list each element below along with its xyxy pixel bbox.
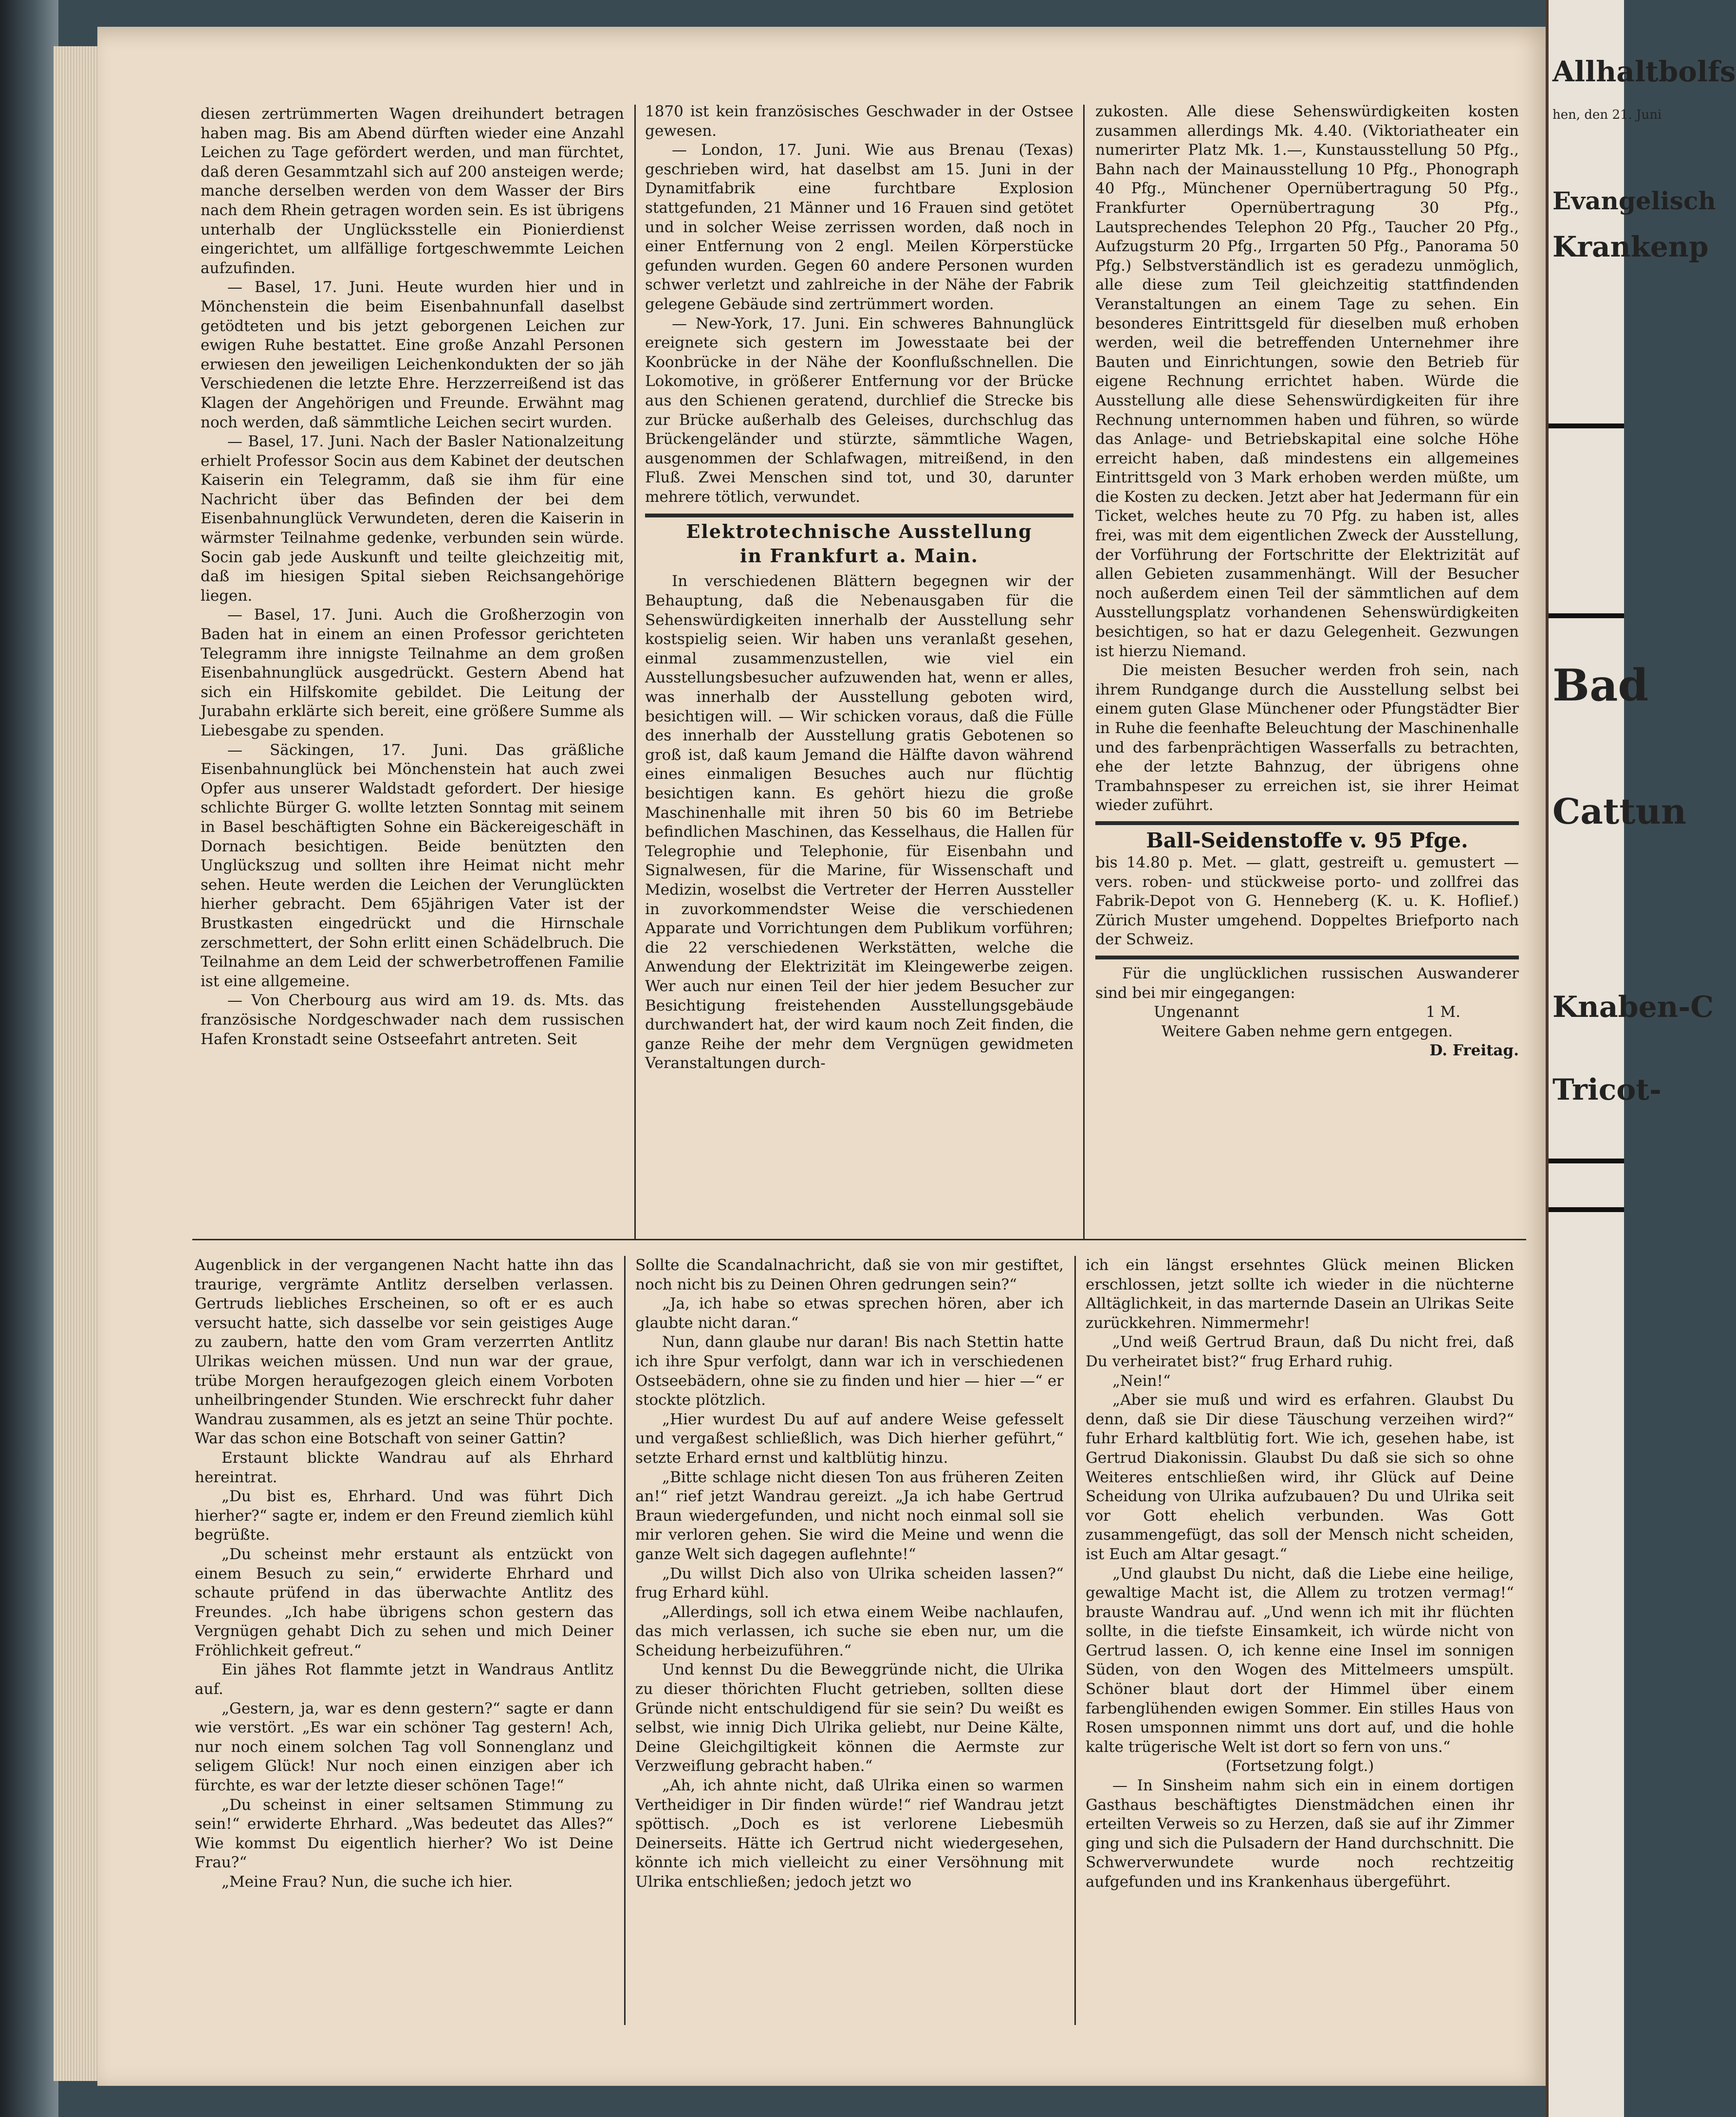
ad-rule-bottom [1095, 956, 1519, 959]
article-paragraph: In verschiedenen Blättern begegnen wir der Behauptung, daß die Nebenausgaben für die Sehenswürdigkeiten innerhalb der Ausstellung sehr kostspielig seien. Wir haben uns veranlaßt gesehen, einmal zusammenzustellen, wie viel ein Ausstellungsbesucher aufzuwenden hat, wenn er alles, was innerhalb der Ausstellung geboten wird, besichtigen will. — Wir schicken voraus, daß die Fülle des innerhalb der Ausstellung gratis Gebotenen so groß ist, daß kaum Jemand die Hälfte davon während eines einmaligen Besuches auch nur flüchtig besichtigen kann. Es gehört hiezu die große Maschinenhalle mit ihren 50 bis 60 im Betriebe befindlichen Maschinen, das Kesselhaus, die Hallen für Telegrophie und Telephonie, für Eisenbahn und Signalwesen, für die Marine, für Wissenschaft und Medizin, woselbst die Vertreter der Herren Aussteller in zuvorkommendster Weise die verschiedenen Apparate und Vorrichtungen dem Publikum vorführen; die 22 verschiedenen Werkstätten, welche die Anwendung der Elektrizität im Kleingewerbe zeigen. Wer auch nur einen Teil der hier jedem Besucher zur Besichtigung freistehenden Ausstellungsgebäude durchwandert hat, der wird kaum noch Zeit finden, die ganze Reihe der mehr dem Vergnügen gewidmeten Veranstaltungen durch- [645, 572, 1073, 1072]
top-column-1 [201, 105, 624, 1205]
ad-rule-top [1095, 821, 1519, 825]
strip-rule [1549, 613, 1624, 618]
novel-paragraph: „Hier wurdest Du auf auf andere Weise gefesselt und vergaßest schließlich, was Dich hierher geführt,“ setzte Erhard ernst und kaltblütig hinzu. [635, 1410, 1064, 1467]
novel-paragraph: Nun, dann glaube nur daran! Bis nach Stettin hatte ich ihre Spur verfolgt, dann war ich in verschiedenen Ostseebädern, ohne sie zu finden und hier — hier —“ er stockte plötzlich. [635, 1333, 1064, 1409]
strip-fragment: Knaben-C [1552, 990, 1714, 1024]
article-paragraph: zukosten. Alle diese Sehenswürdigkeiten kosten zusammen allerdings Mk. 4.40. (Viktoriatheater ein numerirter Platz Mk. 1.—, Kunstausstellung 50 Pfg., Bahn nach der Mainausstellung 10 Pfg., Phonograph 40 Pfg., Münchener Opernübertragung 50 Pfg., Frankfurter Opernübertragung 30 Pfg., Lautsprechendes Telephon 20 Pfg., Taucher 20 Pfg., Aufzugsturm 20 Pfg., Irrgarten 50 Pfg., Panorama 50 Pfg.) Selbstverständlich ist es geradezu unmöglich, alle diese zum Teil gleichzeitig stattfindenden Veranstaltungen an einem Tage zu sehen. Ein besonderes Eintrittsgeld für dieselben muß erhoben werden, weil die betreffenden Unternehmer ihre Bauten und Einrichtungen, sowie den Betrieb für eigene Rechnung errichtet haben. Würde die Ausstellung alle diese Sehenswürdigkeiten für ihre Rechnung unternommen haben und führen, so würde das Anlage- und Betriebskapital eine solche Höhe erreicht haben, daß mindestens ein allgemeines Eintrittsgeld von 3 Mark erhoben werden müßte, um die Kosten zu decken. Jetzt aber hat Jedermann für ein Ticket, welches heute zu 70 Pfg. zu haben ist, alles frei, was mit dem eigentlichen Zweck der Ausstellung, der Vorführung der Fortschritte der Elektrizität auf allen Gebieten zusammenhängt. Will der Besucher noch außerdem einen Teil der sämmtlichen auf dem Ausstellungsplatz vorhandenen Sehenswürdigkeiten besichtigen, so hat er dazu Gelegenheit. Gezwungen ist hierzu Niemand. [1095, 103, 1519, 660]
novel-paragraph: Sollte die Scandalnachricht, daß sie von mir gestiftet, noch nicht bis zu Deinen Ohren gedrungen sein?“ [635, 1256, 1064, 1293]
ad-heading: Ball-Seidenstoffe v. 95 Pfge. [1146, 828, 1468, 852]
novel-paragraph: „Bitte schlage nicht diesen Ton aus früheren Zeiten an!“ rief jetzt Wandrau gereizt. „Ja ich habe Gertrud Braun wiedergefunden, und nicht noch einmal soll sie mir verloren gehen. Sie wird die Meine und wenn die ganze Welt sich dagegen auflehnte!“ [635, 1468, 1064, 1563]
novel-paragraph: „Nein!“ [1112, 1372, 1171, 1390]
article-paragraph: — London, 17. Juni. Wie aus Brenau (Texas) geschrieben wird, hat daselbst am 15. Juni in der Dynamitfabrik eine furchtbare Explosion stattgefunden, 21 Männer und 16 Frauen sind getötet und in solcher Weise zerrissen worden, daß noch in einer Entfernung von 2 engl. Meilen Körperstücke gefunden wurden. Gegen 60 andere Personen wurden schwer verletzt und zahlreiche in der Nähe der Fabrik gelegene Gebäude sind zertrümmert worden. [645, 141, 1073, 313]
donation-donor: Ungenannt [1154, 1003, 1239, 1021]
novel-paragraph: Und kennst Du die Beweggründe nicht, die Ulrika zu dieser thörichten Flucht getrieben, sollten diese Gründe nicht entschuldigend für sie sein? Du weißt es selbst, wie innig Dich Ulrika geliebt, nur Deine Kälte, Deine Gleichgiltigkeit können die Aermste zur Verzweiflung gebracht haben.“ [635, 1661, 1064, 1775]
article-paragraph: — Von Cherbourg aus wird am 19. ds. Mts. das französische Nordgeschwader nach dem russischen Hafen Kronstadt seine Ostseefahrt antreten. Seit [201, 992, 624, 1048]
novel-paragraph: „Und weiß Gertrud Braun, daß Du nicht frei, daß Du verheiratet bist?“ frug Erhard ruhig. [1086, 1333, 1514, 1370]
bottom-column-2 [635, 1256, 1064, 2015]
strip-fragment: Tricot- [1552, 1073, 1662, 1107]
novel-paragraph: „Ah, ich ahnte nicht, daß Ulrika einen so warmen Vertheidiger in Dir finden würde!“ rief Wandrau jetzt spöttisch. „Doch es ist verlorene Liebesmüh Deinerseits. Hätte ich Gertrud nicht wiedergesehen, könnte ich mich vielleicht zu einer Versöhnung mit Ulrika entschließen; jedoch jetzt wo [635, 1777, 1064, 1891]
novel-paragraph: „Du willst Dich also von Ulrika scheiden lassen?“ frug Erhard kühl. [635, 1565, 1064, 1602]
ad-text: bis 14.80 p. Met. — glatt, gestreift u. gemustert — vers. roben- und stückweise porto- und zollfrei das Fabrik-Depot von G. Henneberg (K. u. K. Hoflief.) Zürich Muster umgehend. Doppeltes Briefporto nach der Schweiz. [1095, 853, 1519, 949]
strip-fragment: Bad [1552, 660, 1649, 711]
column-divider [624, 1256, 626, 2025]
novel-paragraph: „Gestern, ja, war es denn gestern?“ sagte er dann wie verstört. „Es war ein schöner Tag gestern! Ach, nur noch einem solchen Tag voll Sonnenglanz und seligem Glück! Nur noch einen einzigen aber ich fürchte, es war der letzte dieser schönen Tage!“ [195, 1699, 613, 1795]
column-divider [1083, 105, 1085, 1239]
strip-rule [1549, 423, 1624, 428]
column-divider [1074, 1256, 1076, 2025]
article-paragraph: Die meisten Besucher werden froh sein, nach ihrem Rundgange durch die Ausstellung selbst bei einem guten Glase Münchener oder Pfungstädter Bier in Ruhe die feenhafte Beleuchtung der Maschinenhalle und des farbenprächtigen Wasserfalls zu betrachten, ehe der letzte Bahnzug, der übrigens ohne Trambahnspeser zu erreichen ist, sie ihrer Heimat wieder zuführt. [1095, 662, 1519, 814]
novel-paragraph: Erstaunt blickte Wandrau auf als Ehrhard hereintrat. [195, 1449, 613, 1486]
novel-paragraph: „Du scheinst mehr erstaunt als entzückt von einem Besuch zu sein,“ erwiderte Ehrhard und schaute prüfend in das überwachte Antlitz des Freundes. „Ich habe übrigens schon gestern das Vergnügen gehabt Dich zu sehen und mich Deiner Fröhlichkeit gefreut.“ [195, 1545, 613, 1659]
adjacent-page-fragment [1546, 0, 1736, 2117]
bottom-column-1 [195, 1256, 613, 2015]
strip-rule [1549, 1159, 1624, 1163]
donation-intro: Für die unglücklichen russischen Auswanderer sind bei mir eingegangen: [1095, 964, 1519, 1002]
article-paragraph: — Basel, 17. Juni. Auch die Großherzogin von Baden hat in einem an einen Professor gerichteten Telegramm ihre innigste Teilnahme an dem großen Eisenbahnunglück ausgedrückt. Gestern Abend hat sich ein Hilfskomite gebildet. Die Leitung der Jurabahn erklärte sich bereit, eine größere Summe als Liebesgabe zu spenden. [201, 606, 624, 739]
strip-fragment: Krankenp [1552, 230, 1709, 263]
donation-closing: Weitere Gaben nehme gern entgegen. [1161, 1022, 1453, 1040]
article-paragraph: diesen zertrümmerten Wagen dreihundert betragen haben mag. Bis am Abend dürften wieder eine Anzahl Leichen zu Tage gefördert werden, und man fürchtet, daß deren Gesammtzahl sich auf 200 ansteigen werde; manche derselben werden von dem Wasser der Birs nach dem Rhein getragen worden sein. Es ist übrigens unterhalb der Unglücksstelle ein Pionierdienst eingerichtet, um allfällige fortgeschwemmte Leichen aufzufinden. [201, 105, 624, 277]
article-paragraph: — New-York, 17. Juni. Ein schweres Bahnunglück ereignete sich gestern im Jowesstaate bei der Koonbrücke in der Nähe der Koonflußschnellen. Die Lokomotive, in größerer Entfernung vor der Brücke aus den Schienen geratend, durchlief die Strecke bis zur Brücke außerhalb des Geleises, durchschlug das Brückengeländer und stürzte, sämmtliche Wagen, ausgenommen der Schlafwagen, mitreißend, in den Fluß. Zwei Menschen sind tot, und 30, darunter mehrere tötlich, verwundet. [645, 314, 1073, 506]
strip-fragment: Cattun [1552, 791, 1687, 832]
continuation-note: (Fortsetzung folgt.) [1225, 1757, 1374, 1775]
novel-paragraph: „Und glaubst Du nicht, daß die Liebe eine heilige, gewaltige Macht ist, die Allem zu trotzen vermag!“ brauste Wandrau auf. „Und wenn ich mit ihr flüchten sollte, in die tiefste Einsamkeit, ich würde nicht von Gertrud lassen. O, ich kenne eine Insel im sonnigen Süden, von den Wogen des Mittelmeers umspült. Schöner blaut dort der Himmel über einem farbenglühenden ewigen Sommer. Ein stilles Haus von Rosen umsponnen nimmt uns dort auf, und die hohle kalte trügerische Welt ist dort so fern von uns.“ [1086, 1565, 1514, 1756]
novel-paragraph: Ein jähes Rot flammte jetzt in Wandraus Antlitz auf. [195, 1661, 613, 1698]
novel-paragraph: Augenblick in der vergangenen Nacht hatte ihn das traurige, vergrämte Antlitz derselben verlassen. Gertruds liebliches Erscheinen, so oft er es auch versucht hatte, sich dasselbe vor sein geistiges Auge zu zaubern, hatte den vom Gram verzerrten Antlitz Ulrikas weichen müssen. Und nun war der graue, trübe Morgen heraufgezogen gleich einem Vorboten unheilbringender Stunden. Wie erschreckt fuhr daher Wandrau zusammen, als es jetzt an seine Thür pochte. War das schon eine Botschaft von seiner Gattin? [195, 1256, 613, 1448]
novel-paragraph: „Allerdings, soll ich etwa einem Weibe nachlaufen, das mich verlassen, ich suche sie eben nur, um die Scheidung herbeizuführen.“ [635, 1603, 1064, 1659]
page-horizontal-divider [192, 1239, 1526, 1240]
strip-fragment: Evangelisch [1552, 186, 1716, 215]
novel-paragraph: „Du bist es, Ehrhard. Und was führt Dich hierher?“ sagte er, indem er den Freund ziemlich kühl begrüßte. [195, 1488, 613, 1544]
novel-paragraph: „Meine Frau? Nun, die suche ich hier. [222, 1873, 513, 1891]
donation-amount: 1 M. [1425, 1003, 1460, 1021]
section-heading: Elektrotechnische Ausstellung [686, 520, 1033, 543]
strip-rule [1549, 1207, 1624, 1212]
novel-paragraph: „Du scheinst in einer seltsamen Stimmung zu sein!“ erwiderte Ehrhard. „Was bedeutet das Alles?“ Wie kommst Du eigentlich hierher? Wo ist Deine Frau?“ [195, 1796, 613, 1872]
article-paragraph: — Basel, 17. Juni. Nach der Basler Nationalzeitung erhielt Professor Socin aus dem Kabinet der deutschen Kaiserin ein Telegramm, daß sie ihm für eine Nachricht über das Befinden der bei dem Eisenbahnunglück Verwundeten, deren die Kaiserin in wärmster Teilnahme gedenke, verbunden sein würde. Socin gab jede Auskunft und teilte gleichzeitig mit, daß im hiesigen Spital sieben Reichsangehörige liegen. [201, 433, 624, 605]
strip-fragment: hen, den 21. Juni [1552, 108, 1662, 122]
section-rule [645, 514, 1073, 517]
top-column-2 [645, 102, 1073, 1217]
article-paragraph: — Säckingen, 17. Juni. Das gräßliche Eisenbahnunglück bei Mönchenstein hat auch zwei Opfer aus unserer Waldstadt gefordert. Der hiesige schlichte Bürger G. wollte letzten Sonntag mit seinem in Basel beschäftigten Sohne ein Bäckereigeschäft in Dornach besichtigen. Beide benützten den Unglückszug und sollten ihre Heimat nicht mehr sehen. Heute werden die Leichen der Verunglückten hierher gebracht. Dem 65jährigen Vater ist der Brustkasten eingedrückt und die Hirnschale zerschmettert, der Sohn erlitt einen Schädelbruch. Die Teilnahme an dem Leid der schwerbetroffenen Familie ist eine allgemeine. [201, 741, 624, 990]
scanner-background [0, 0, 58, 2117]
article-paragraph: — Basel, 17. Juni. Heute wurden hier und in Mönchenstein die beim Eisenbahnunfall daselbst getödteten und bis jetzt geborgenen Leichen zur ewigen Ruhe bestattet. Eine große Anzahl Personen erwiesen den jeweiligen Leichenkondukten der so jäh Verschiedenen die letzte Ehre. Herzzerreißend ist das Klagen der Angehörigen und Freunde. Erwähnt mag noch werden, daß sämmtliche Leichen secirt wurden. [201, 278, 624, 431]
novel-paragraph: „Aber sie muß und wird es erfahren. Glaubst Du denn, daß sie Dir diese Täuschung verzeihen wird?“ fuhr Erhard kaltblütig fort. Wie ich, gesehen habe, ist Gertrud Diakonissin. Glaubst Du daß sie sich so ohne Weiteres entschließen wird, ihr Glück auf Deine Scheidung von Ulrika aufzubauen? Du und Ulrika seit vor Gott ehelich verbunden. Was Gott zusammengefügt, das soll der Mensch nicht scheiden, ist Euch am Altar gesagt.“ [1086, 1391, 1514, 1563]
book-page-edges [54, 46, 101, 2081]
donation-entry [1095, 1003, 1519, 1022]
top-column-3 [1095, 102, 1519, 1232]
donation-signature: D. Freitag. [1429, 1042, 1519, 1060]
bottom-column-3 [1086, 1256, 1514, 2015]
novel-paragraph: ich ein längst ersehntes Glück meinen Blicken erschlossen, jetzt sollte ich wieder in die nüchterne Alltäglichkeit, in das marternde Dasein an Ulrikas Seite zurückkehren. Nimmermehr! [1086, 1256, 1514, 1332]
column-divider [634, 105, 636, 1239]
article-paragraph: 1870 ist kein französisches Geschwader in der Ostsee gewesen. [645, 103, 1073, 140]
strip-fragment: Allhaltbolfs [1552, 55, 1736, 88]
article-paragraph: — In Sinsheim nahm sich ein in einem dortigen Gasthaus beschäftigtes Dienstmädchen einen ihr erteilten Verweis so zu Herzen, daß sie auf ihr Zimmer ging und sich die Pulsadern der Hand durchschnitt. Die Schwerverwundete wurde noch rechtzeitig aufgefunden und ins Krankenhaus übergeführt. [1086, 1777, 1514, 1891]
novel-paragraph: „Ja, ich habe so etwas sprechen hören, aber ich glaubte nicht daran.“ [635, 1295, 1064, 1332]
section-subheading: in Frankfurt a. Main. [739, 545, 979, 567]
